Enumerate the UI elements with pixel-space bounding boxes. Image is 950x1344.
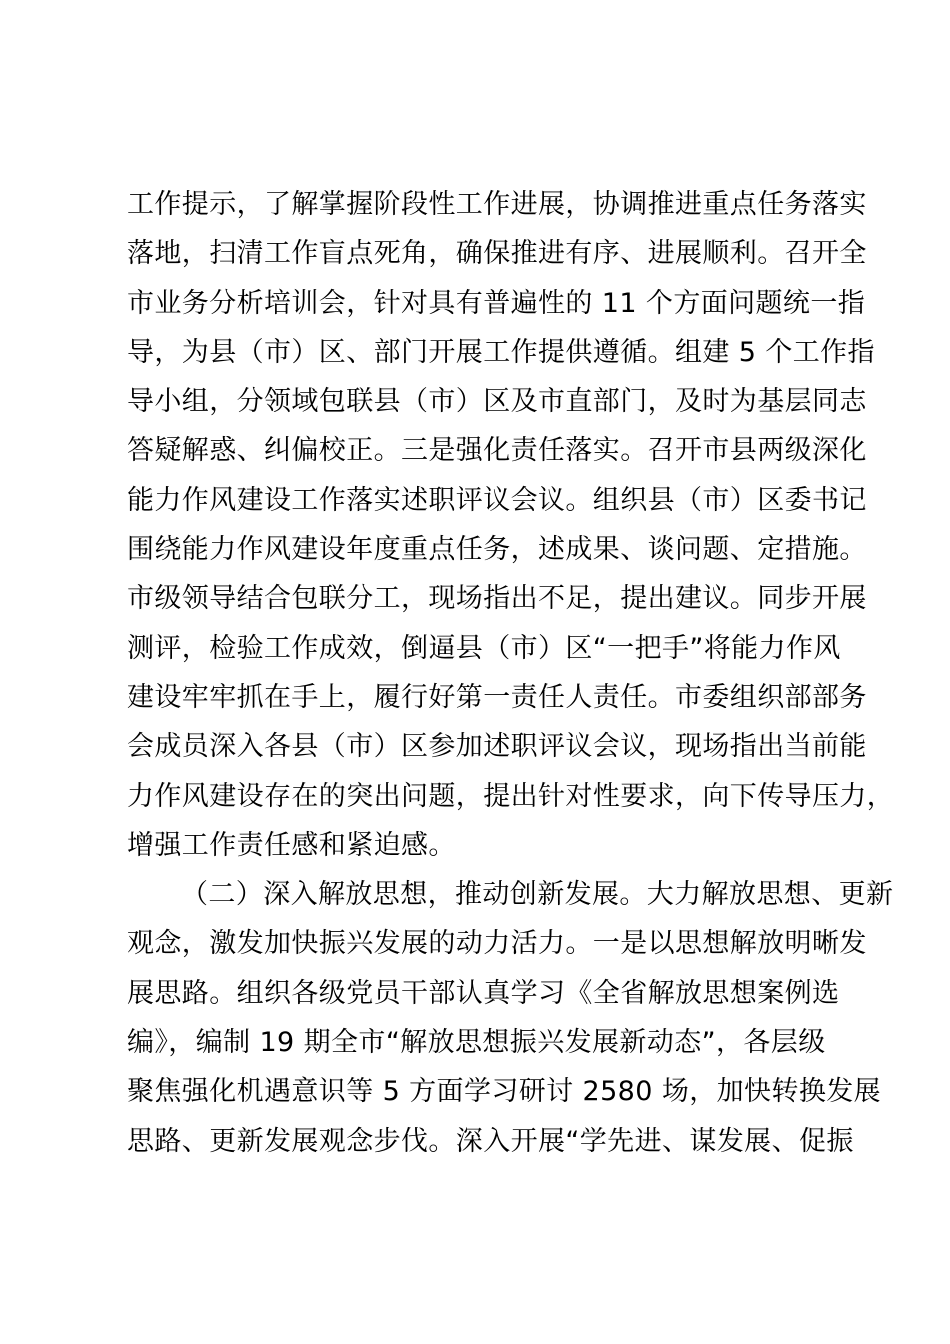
text-line: 导，为县（市）区、部门开展工作提供遵循。组建 5 个工作指: [127, 336, 875, 368]
text-line: 思路、更新发展观念步伐。深入开展“学先进、谋发展、促振: [127, 1125, 854, 1157]
text-line: 工作提示，了解掌握阶段性工作进展，协调推进重点任务落实: [127, 189, 867, 220]
text-line: 答疑解惑、纠偏校正。三是强化责任落实。召开市县两级深化: [127, 435, 867, 467]
text-line: 力作风建设存在的突出问题，提出针对性要求，向下传导压力，: [127, 780, 895, 812]
text-line: 能力作风建设工作落实述职评议会议。组织县（市）区委书记: [127, 484, 867, 516]
text-line: 落地，扫清工作盲点死角，确保推进有序、进展顺利。召开全: [127, 238, 867, 270]
text-line: 测评，检验工作成效，倒逼县（市）区“一把手”将能力作风: [127, 632, 841, 664]
text-line: 编》，编制 19 期全市“解放思想振兴发展新动态”，各层级: [127, 1027, 826, 1059]
text-line: 会成员深入各县（市）区参加述职评议会议，现场指出当前能: [127, 731, 867, 763]
text-line: 围绕能力作风建设年度重点任务，述成果、谈问题、定措施。: [127, 534, 867, 566]
text-line: 增强工作责任感和紧迫感。: [127, 829, 456, 861]
text-line: 聚焦强化机遇意识等 5 方面学习研讨 2580 场，加快转换发展: [127, 1076, 882, 1108]
text-line: 展思路。组织各级党员干部认真学习《全省解放思想案例选: [127, 977, 840, 1009]
text-line: 导小组，分领域包联县（市）区及市直部门，及时为基层同志: [127, 386, 867, 418]
text-line: 市业务分析培训会，针对具有普遍性的 11 个方面问题统一指: [127, 287, 866, 319]
text-line: 市级领导结合包联分工，现场指出不足，提出建议。同步开展: [127, 583, 867, 615]
text-line: 建设牢牢抓在手上，履行好第一责任人责任。市委组织部部务: [127, 681, 867, 713]
section-heading-line: （二）深入解放思想，推动创新发展。大力解放思想、更新: [181, 879, 894, 911]
text-line: 观念，激发加快振兴发展的动力活力。一是以思想解放明晰发: [127, 928, 867, 960]
body-text: [127, 180, 895, 1166]
